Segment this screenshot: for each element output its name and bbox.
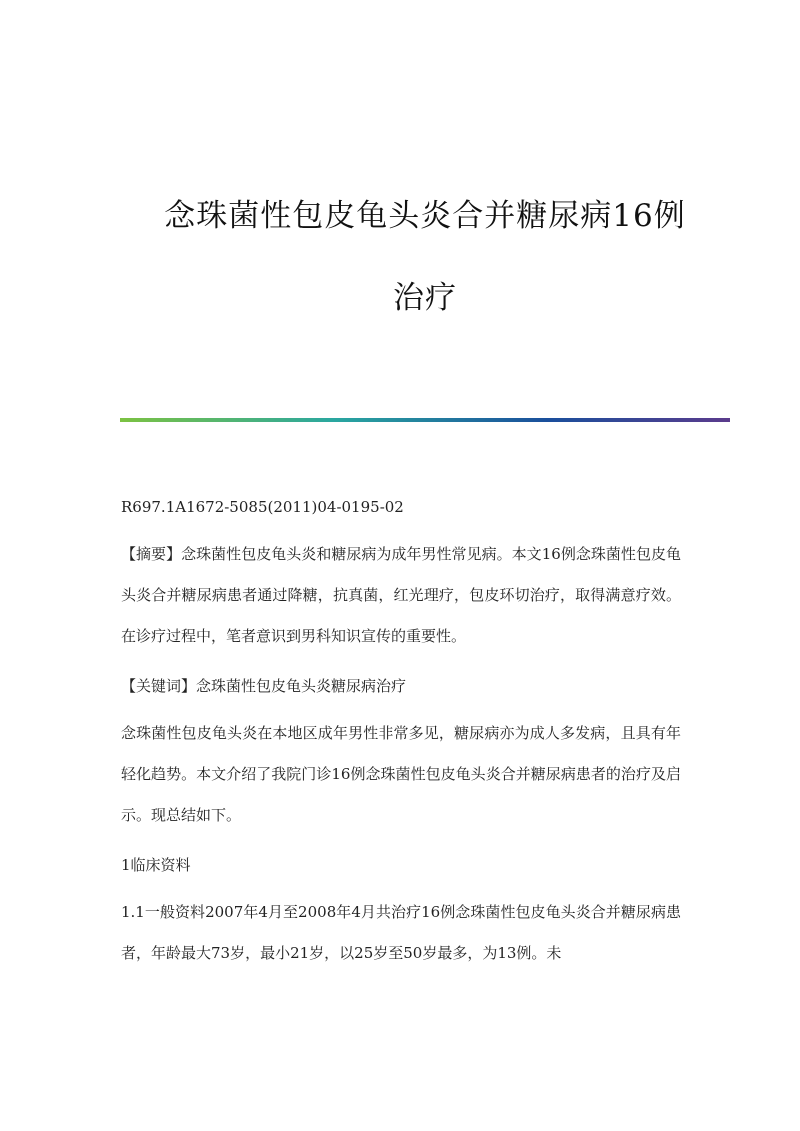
intro-paragraph: 念珠菌性包皮龟头炎在本地区成年男性非常多见，糖尿病亦为成人多发病，且具有年轻化趋势。本文介绍了我院门诊16例念珠菌性包皮龟头炎合并糖尿病患者的治疗及启示。现总结如下。 <box>121 724 681 824</box>
classification-code: R697.1A1672-5085(2011)04-0195-02 <box>121 498 404 516</box>
document-title-line1: 念珠菌性包皮龟头炎合并糖尿病16例 <box>164 198 686 234</box>
abstract-paragraph: 【摘要】念珠菌性包皮龟头炎和糖尿病为成年男性常见病。本文16例念珠菌性包皮龟头炎合并糖尿病患者通过降糖，抗真菌，红光理疗，包皮环切治疗，取得满意疗效。在诊疗过程中，笔者意识到男科知识宣传的重要性。 <box>121 545 681 645</box>
document-title-line2: 治疗 <box>393 280 457 316</box>
gradient-divider <box>120 418 730 422</box>
keywords-paragraph: 【关键词】念珠菌性包皮龟头炎糖尿病治疗 <box>121 677 407 695</box>
section-heading: 1临床资料 <box>121 856 191 874</box>
clinical-data-paragraph: 1.1一般资料2007年4月至2008年4月共治疗16例念珠菌性包皮龟头炎合并糖尿病患者，年龄最大73岁，最小21岁，以25岁至50岁最多，为13例。未 <box>121 903 681 962</box>
